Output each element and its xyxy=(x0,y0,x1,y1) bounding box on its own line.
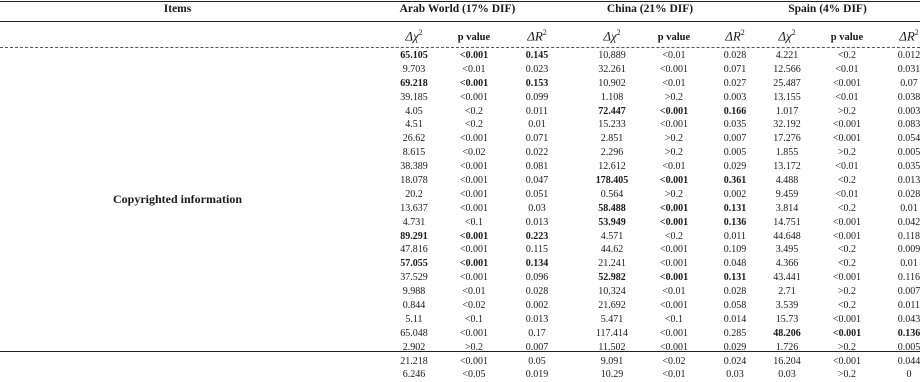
table-cell: <0.001 xyxy=(659,216,689,228)
table-cell: >0.2 xyxy=(837,105,857,117)
table-cell: <0.001 xyxy=(659,327,689,339)
table-cell: 89.291 xyxy=(400,230,428,242)
table-cell: 13.172 xyxy=(773,161,801,173)
table-cell: <0.01 xyxy=(835,161,859,173)
table-cell: 47.816 xyxy=(400,244,428,256)
table-cell: <0.001 xyxy=(659,272,689,284)
table-cell: 0.058 xyxy=(723,300,747,312)
table-cell: 9.459 xyxy=(775,188,799,200)
table-cell: 1.726 xyxy=(775,341,799,353)
table-cell: 39.185 xyxy=(400,91,428,103)
subheader-rule xyxy=(0,47,920,48)
table-cell: <0.001 xyxy=(459,77,489,89)
table-cell: 26.62 xyxy=(402,133,426,145)
table-cell: 5.471 xyxy=(600,313,624,325)
table-cell: 5.11 xyxy=(405,313,423,325)
table-row xyxy=(0,118,920,132)
table-cell: 0.109 xyxy=(723,244,747,256)
table-row xyxy=(0,202,920,216)
table-cell: <0.2 xyxy=(464,105,484,117)
table-cell: <0.2 xyxy=(837,175,857,187)
table-cell: 0.014 xyxy=(723,313,747,325)
table-row xyxy=(0,49,920,63)
table-cell: 0.136 xyxy=(723,216,747,228)
table-cell: <0.2 xyxy=(837,244,857,256)
table-cell: <0.001 xyxy=(659,63,689,75)
table-cell: 69.218 xyxy=(400,77,428,89)
table-row xyxy=(0,299,920,313)
table-cell: <0.001 xyxy=(832,272,862,284)
table-cell: 0.029 xyxy=(723,161,747,173)
table-cell: 0.131 xyxy=(723,202,747,214)
table-cell: <0.001 xyxy=(659,341,689,353)
table-cell: 0.131 xyxy=(723,272,747,284)
table-cell: <0.01 xyxy=(662,161,686,173)
table-cell: 0.044 xyxy=(897,355,920,367)
table-cell: 0.153 xyxy=(525,77,549,89)
table-cell: 0.042 xyxy=(897,216,920,228)
table-row xyxy=(0,243,920,257)
table-cell: 0.013 xyxy=(897,175,920,187)
table-cell: 0.361 xyxy=(723,175,747,187)
table-cell: 65.105 xyxy=(400,50,428,61)
table-cell: <0.1 xyxy=(664,313,684,325)
table-cell: 0.03 xyxy=(726,369,744,381)
table-cell: 53.949 xyxy=(598,216,626,228)
table-cell: <0.01 xyxy=(835,188,859,200)
table-row xyxy=(0,105,920,119)
table-cell: <0.01 xyxy=(662,369,686,381)
table-cell: 0.029 xyxy=(723,341,747,353)
table-cell: 0.005 xyxy=(897,147,920,159)
table-cell: 0.009 xyxy=(897,244,920,256)
table-cell: <0.2 xyxy=(837,50,857,61)
table-cell: 52.982 xyxy=(598,272,626,284)
table-cell: <0.001 xyxy=(459,355,489,367)
table-cell: <0.01 xyxy=(835,91,859,103)
table-cell: <0.001 xyxy=(459,272,489,284)
table-cell: 0.118 xyxy=(897,230,920,242)
table-cell: <0.01 xyxy=(662,286,686,298)
table-cell: <0.1 xyxy=(464,216,484,228)
table-cell: 21.218 xyxy=(400,355,428,367)
table-cell: <0.001 xyxy=(832,327,862,339)
header-rule xyxy=(0,21,920,22)
table-cell: <0.001 xyxy=(659,300,689,312)
table-cell: <0.02 xyxy=(462,147,486,159)
table-cell: <0.001 xyxy=(459,175,489,187)
table-cell: 3.539 xyxy=(775,300,799,312)
table-cell: 0.012 xyxy=(897,50,920,61)
table-cell: 72.447 xyxy=(598,105,626,117)
table-cell: 2.71 xyxy=(778,286,796,298)
table-cell: 0.081 xyxy=(525,161,549,173)
table-cell: 25.487 xyxy=(773,77,801,89)
table-row xyxy=(0,355,920,369)
subheader-p-value: p value xyxy=(830,32,864,43)
table-cell: 18.078 xyxy=(400,175,428,187)
table-cell: 6.246 xyxy=(402,369,426,381)
table-cell: 21.692 xyxy=(598,300,626,312)
table-cell: 2.902 xyxy=(402,341,426,353)
table-row xyxy=(0,327,920,341)
table-cell: <0.001 xyxy=(459,50,489,61)
table-cell: <0.001 xyxy=(659,119,689,131)
table-cell: 57.055 xyxy=(400,258,428,270)
table-cell: 10.324 xyxy=(598,286,626,298)
table-cell: 4.571 xyxy=(600,230,624,242)
table-cell: 37.529 xyxy=(400,272,428,284)
table-cell: <0.2 xyxy=(837,258,857,270)
table-cell: 9.091 xyxy=(600,355,624,367)
table-cell: <0.001 xyxy=(459,202,489,214)
table-cell: <0.01 xyxy=(462,286,486,298)
table-cell: 9.703 xyxy=(402,63,426,75)
table-cell: <0.001 xyxy=(832,216,862,228)
header-group-arab-world: Arab World (17% DIF) xyxy=(399,3,516,15)
subheader-p-value: p value xyxy=(457,32,491,43)
table-row xyxy=(0,230,920,244)
table-cell: 0.844 xyxy=(402,300,426,312)
subheader-delta-chi-square: $\Delta\chi^2$ xyxy=(778,28,796,44)
table-row xyxy=(0,257,920,271)
items-label: Copyrighted information xyxy=(113,192,242,206)
table-cell: 0.051 xyxy=(525,188,549,200)
table-row xyxy=(0,271,920,285)
table-cell: >0.2 xyxy=(837,286,857,298)
top-rule xyxy=(0,1,920,2)
table-cell: 0.022 xyxy=(525,147,549,159)
table-cell: >0.2 xyxy=(664,91,684,103)
table-cell: <0.001 xyxy=(659,175,689,187)
table-cell: >0.2 xyxy=(664,188,684,200)
table-cell: 0.099 xyxy=(525,91,549,103)
table-cell: 0.134 xyxy=(525,258,549,270)
table-cell: <0.01 xyxy=(662,50,686,61)
table-cell: 0.071 xyxy=(723,63,747,75)
table-cell: <0.001 xyxy=(459,258,489,270)
table-cell: <0.001 xyxy=(459,133,489,145)
table-cell: 0.023 xyxy=(525,63,549,75)
table-cell: 0.166 xyxy=(723,105,747,117)
table-cell: 117.414 xyxy=(595,327,629,339)
table-cell: 1.108 xyxy=(600,91,624,103)
table-cell: 43.441 xyxy=(773,272,801,284)
table-cell: <0.001 xyxy=(832,230,862,242)
table-row xyxy=(0,174,920,188)
subheader-delta-chi-square: $\Delta\chi^2$ xyxy=(405,28,423,44)
table-cell: 15.233 xyxy=(598,119,626,131)
table-cell: <0.01 xyxy=(662,77,686,89)
table-cell: >0.2 xyxy=(464,341,484,353)
table-cell: 0.01 xyxy=(528,119,546,131)
table-cell: <0.02 xyxy=(662,355,686,367)
table-cell: 8.615 xyxy=(402,147,426,159)
table-cell: 12.612 xyxy=(598,161,626,173)
table-cell: 0.011 xyxy=(723,230,747,242)
table-cell: 65.048 xyxy=(400,327,428,339)
table-cell: 0.115 xyxy=(525,244,549,256)
table-row xyxy=(0,160,920,174)
header-group-china: China (21% DIF) xyxy=(606,3,694,15)
table-cell: 1.855 xyxy=(775,147,799,159)
table-cell: <0.1 xyxy=(464,313,484,325)
table-cell: <0.02 xyxy=(462,300,486,312)
table-cell: <0.2 xyxy=(837,202,857,214)
table-cell: 0.038 xyxy=(897,91,920,103)
table-cell: 44.648 xyxy=(773,230,801,242)
table-cell: <0.2 xyxy=(464,119,484,131)
table-cell: <0.001 xyxy=(459,244,489,256)
header-group-spain: Spain (4% DIF) xyxy=(788,3,867,15)
table-cell: <0.001 xyxy=(659,202,689,214)
table-cell: 0.013 xyxy=(525,313,549,325)
table-row xyxy=(0,91,920,105)
table-row xyxy=(0,77,920,91)
table-cell: 0.035 xyxy=(723,119,747,131)
table-cell: <0.001 xyxy=(832,119,862,131)
table-cell: 2.296 xyxy=(600,147,624,159)
table-cell: 44.62 xyxy=(600,244,624,256)
table-cell: 0.03 xyxy=(778,369,796,381)
table-cell: 0.007 xyxy=(897,286,920,298)
table-cell: <0.01 xyxy=(835,63,859,75)
subheader-delta-r-square: $\Delta R^2$ xyxy=(725,28,745,44)
table-cell: 0.054 xyxy=(897,133,920,145)
table-cell: 0.048 xyxy=(723,258,747,270)
table-cell: 4.366 xyxy=(775,258,799,270)
table-cell: 0.047 xyxy=(525,175,549,187)
table-cell: 3.814 xyxy=(775,202,799,214)
table-cell: 0 xyxy=(906,369,912,381)
table-cell: 0.145 xyxy=(525,50,549,61)
table-cell: <0.001 xyxy=(832,313,862,325)
table-cell: 0.05 xyxy=(528,355,546,367)
table-cell: 0.019 xyxy=(525,369,549,381)
table-cell: 0.028 xyxy=(897,188,920,200)
table-row xyxy=(0,146,920,160)
table-cell: 0.028 xyxy=(525,286,549,298)
table-cell: >0.2 xyxy=(664,147,684,159)
table-row xyxy=(0,313,920,327)
table-cell: 0.028 xyxy=(723,50,747,61)
table-row xyxy=(0,188,920,202)
table-cell: 0.01 xyxy=(900,258,918,270)
table-cell: <0.001 xyxy=(459,230,489,242)
table-cell: 13.155 xyxy=(773,91,801,103)
table-cell: 20.2 xyxy=(405,188,423,200)
table-cell: 0.116 xyxy=(897,272,920,284)
table-cell: <0.001 xyxy=(832,133,862,145)
table-cell: 32.261 xyxy=(598,63,626,75)
table-body xyxy=(0,49,920,382)
table-cell: <0.001 xyxy=(659,244,689,256)
table-cell: <0.01 xyxy=(462,63,486,75)
subheader-delta-r-square: $\Delta R^2$ xyxy=(527,28,547,44)
header-items: Items xyxy=(163,3,192,15)
table-cell: 0.285 xyxy=(723,327,747,339)
table-cell: >0.2 xyxy=(837,341,857,353)
table-cell: <0.2 xyxy=(664,230,684,242)
table-cell: 13.637 xyxy=(400,202,428,214)
table-cell: 0.071 xyxy=(525,133,549,145)
table-cell: 1.017 xyxy=(775,105,799,117)
table-cell: 0.03 xyxy=(528,202,546,214)
table-cell: 0.007 xyxy=(723,133,747,145)
table-cell: 0.01 xyxy=(900,202,918,214)
table-cell: <0.001 xyxy=(659,258,689,270)
table-cell: 0.005 xyxy=(723,147,747,159)
table-cell: 0.013 xyxy=(525,216,549,228)
table-row xyxy=(0,132,920,146)
table-cell: <0.2 xyxy=(837,300,857,312)
subheader-delta-chi-square: $\Delta\chi^2$ xyxy=(603,28,621,44)
table-cell: 4.221 xyxy=(775,50,799,61)
table-cell: 32.192 xyxy=(773,119,801,131)
table-cell: 0.011 xyxy=(897,300,920,312)
table-cell: 21.241 xyxy=(598,258,626,270)
table-cell: 58.488 xyxy=(598,202,626,214)
table-cell: 10.889 xyxy=(598,50,626,61)
table-cell: 0.024 xyxy=(723,355,747,367)
table-cell: 0.003 xyxy=(723,91,747,103)
table-cell: <0.001 xyxy=(659,105,689,117)
table-cell: <0.001 xyxy=(459,327,489,339)
table-cell: 4.488 xyxy=(775,175,799,187)
table-cell: 15.73 xyxy=(775,313,799,325)
table-cell: 0.002 xyxy=(525,300,549,312)
table-cell: 0.564 xyxy=(600,188,624,200)
table-cell: 0.002 xyxy=(723,188,747,200)
table-cell: <0.001 xyxy=(459,161,489,173)
table-cell: 0.028 xyxy=(723,286,747,298)
table-row xyxy=(0,285,920,299)
table-cell: 48.206 xyxy=(773,327,801,339)
table-cell: 0.17 xyxy=(528,327,546,339)
table-cell: >0.2 xyxy=(664,133,684,145)
table-cell: 0.007 xyxy=(525,341,549,353)
table-cell: 0.07 xyxy=(900,77,918,89)
table-cell: 178.405 xyxy=(595,175,629,187)
table-cell: 12.566 xyxy=(773,63,801,75)
table-row xyxy=(0,63,920,77)
table-cell: 0.083 xyxy=(897,119,920,131)
table-cell: 14.751 xyxy=(773,216,801,228)
table-cell: 4.51 xyxy=(405,119,423,131)
subheader-p-value: p value xyxy=(657,32,691,43)
table-cell: >0.2 xyxy=(837,147,857,159)
table-cell: 0.043 xyxy=(897,313,920,325)
table-cell: 9.988 xyxy=(402,286,426,298)
table-cell: 0.003 xyxy=(897,105,920,117)
table-cell: 4.05 xyxy=(405,105,423,117)
table-cell: 11.502 xyxy=(598,341,626,353)
subheader-delta-r-square: $\Delta R^2$ xyxy=(899,28,919,44)
table-cell: 0.031 xyxy=(897,63,920,75)
table-cell: 16.204 xyxy=(773,355,801,367)
table-cell: 10.902 xyxy=(598,77,626,89)
table-cell: 10.29 xyxy=(600,369,624,381)
table-cell: >0.2 xyxy=(837,369,857,381)
table-row xyxy=(0,216,920,230)
table-cell: 38.389 xyxy=(400,161,428,173)
table-cell: 0.136 xyxy=(897,327,920,339)
table-cell: 0.035 xyxy=(897,161,920,173)
table-cell: <0.001 xyxy=(832,355,862,367)
table-cell: 0.005 xyxy=(897,341,920,353)
table-cell: <0.05 xyxy=(462,369,486,381)
table-cell: 0.223 xyxy=(525,230,549,242)
table-cell: 0.096 xyxy=(525,272,549,284)
table-cell: <0.001 xyxy=(832,77,862,89)
table-row xyxy=(0,368,920,382)
table-cell: 0.011 xyxy=(525,105,549,117)
table-cell: <0.001 xyxy=(459,188,489,200)
table-cell: 4.731 xyxy=(402,216,426,228)
table-cell: 17.276 xyxy=(773,133,801,145)
table-cell: 3.495 xyxy=(775,244,799,256)
table-cell: 2.851 xyxy=(600,133,624,145)
table-cell: 0.027 xyxy=(723,77,747,89)
table-cell: <0.001 xyxy=(459,91,489,103)
